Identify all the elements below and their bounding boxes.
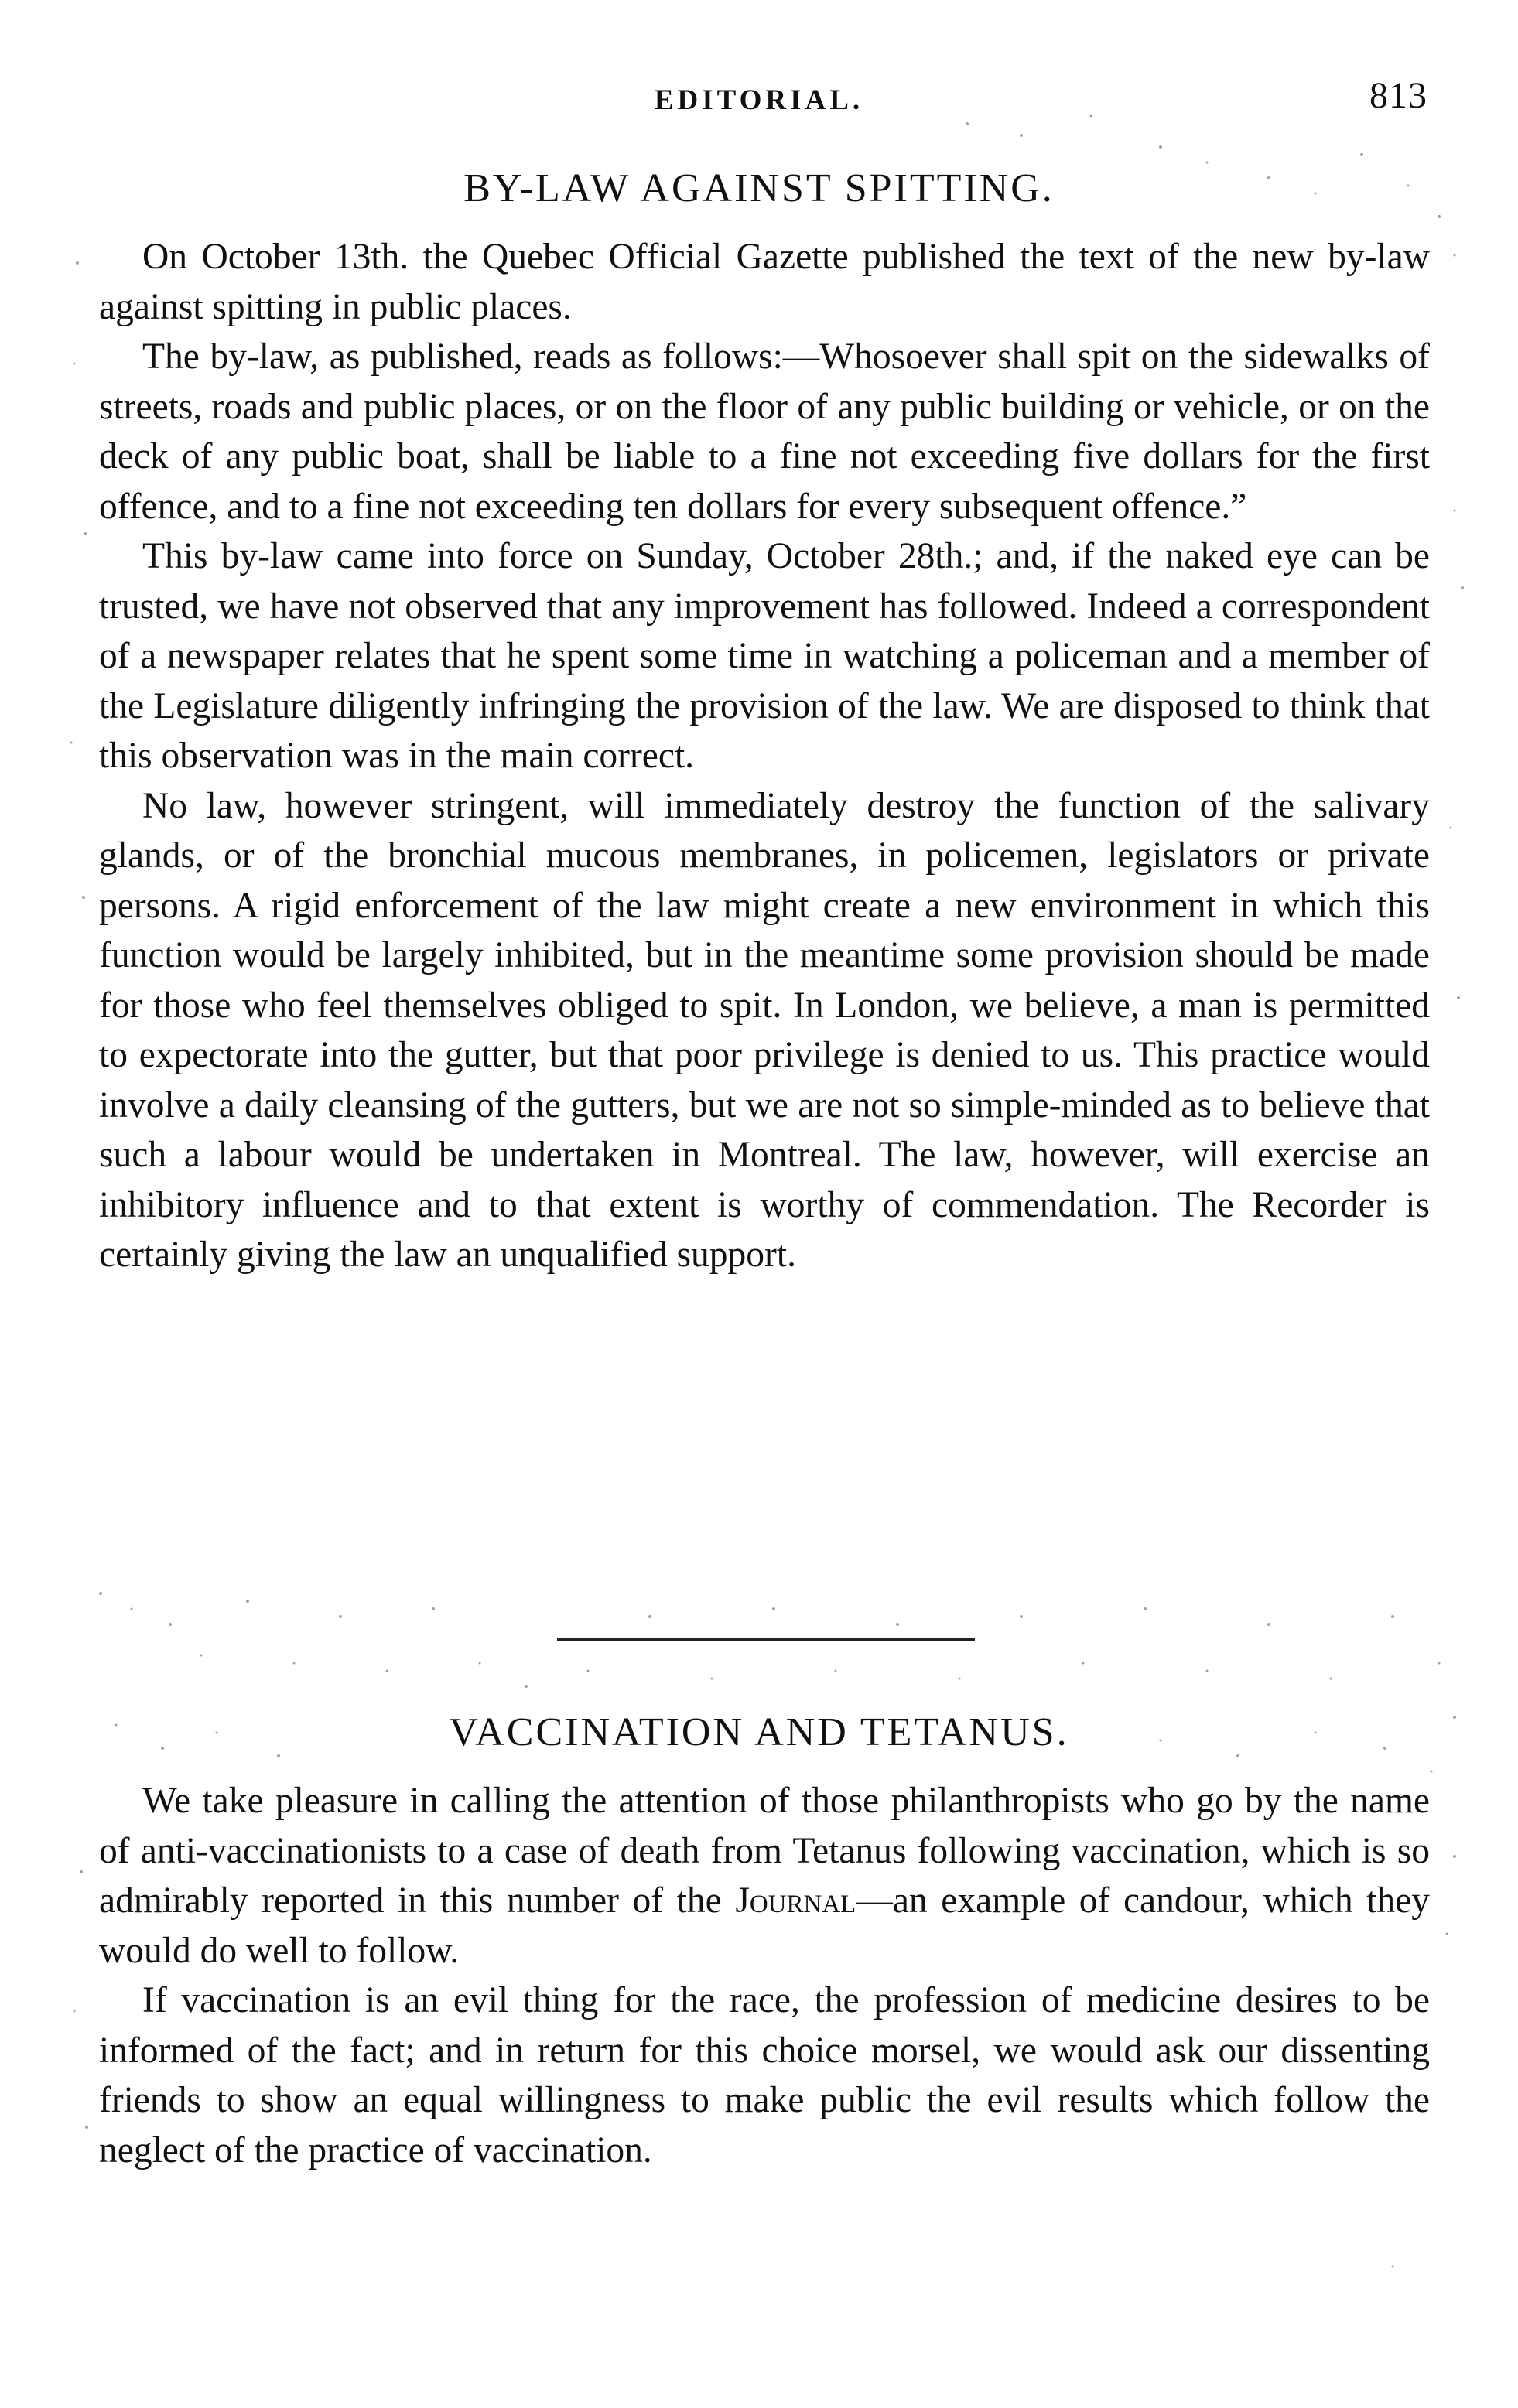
paragraph [99,1776,1430,1976]
article-title-spitting: BY-LAW AGAINST SPITTING. [463,166,1055,210]
section-divider-rule [557,1638,975,1641]
running-header: EDITORIAL. [654,84,864,116]
paragraph-text: —an example of candour, which they would do well to follow. [99,1880,1430,1971]
article-body-vaccination [99,1776,1430,2175]
paragraph: No law, however stringent, will immediately destroy the function of the salivary glands, or of the bronchial mucous membranes, in policemen, legislators or private persons. A rigid enforcement of the law might create a new environment in which this function would be largely inhibited, but in the meantime some provision should be made for those who feel themselves obliged to spit. In London, we believe, a man is permitted to expectorate into the gutter, but that poor privilege is denied to us. This practice would involve a daily cleansing of the gutters, but we are not so simple-minded as to believe that such a labour would be undertaken in Montreal. The law, however, will exercise an inhibitory influence and to that extent is worthy of commendation. The Recorder is certainly giving the law an unqualified support. [99,785,1430,1275]
page-number: 813 [1369,75,1427,116]
journal-name: Journal [735,1880,856,1921]
article-body-spitting [99,232,1430,1280]
paragraph: This by-law came into force on Sunday, October 28th.; and, if the naked eye can be trusted, we have not observed that any improvement has followed. Indeed a correspondent of a newspaper relates that he spent some time in watching a policeman and a member of the Legislature diligently infringing the provision of the law. We are disposed to think that this observation was in the main correct. [99,536,1430,776]
paragraph: If vaccination is an evil thing for the race, the profession of medicine desires to be informed of the fact; and in return for this choice morsel, we would ask our dissenting friends to show an equal willingness to make public the evil results which follow the neglect of the practice of vaccination. [99,1980,1430,2171]
paragraph: The by-law, as published, reads as follows:—Whosoever shall spit on the sidewalks of streets, roads and public places, or on the floor of any public building or vehicle, or on the deck of any public boat, shall be liable to a fine not exceeding five dollars for the first offence, and to a fine not exceeding ten dollars for every subsequent offence.” [99,336,1430,527]
paragraph: On October 13th. the Quebec Official Gazette published the text of the new by-law against spitting in public places. [99,237,1430,327]
paragraph-text: We take pleasure in calling the attention of those philanthropists who go by the name of anti-vaccinationists to a case of death from Tetanus following vaccination, which is so admirably reported in this number of the [99,1781,1430,1921]
article-title-vaccination: VACCINATION AND TETANUS. [449,1710,1069,1754]
